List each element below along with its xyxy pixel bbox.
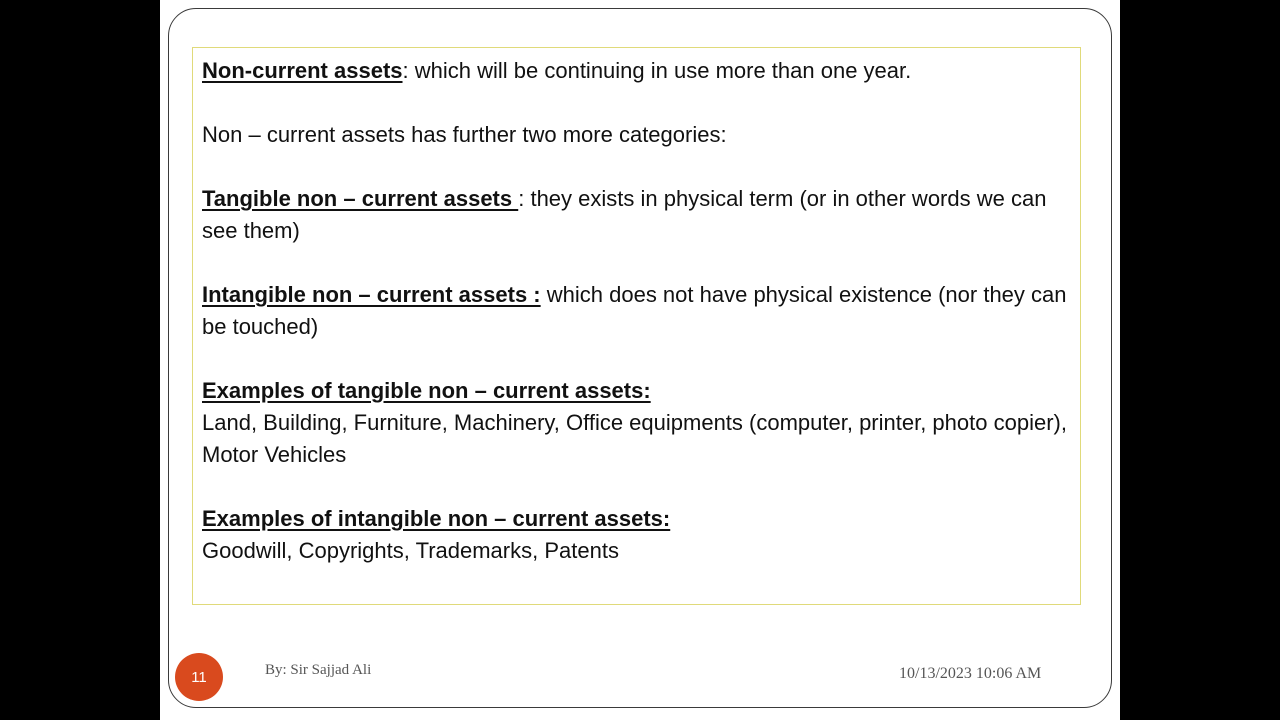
term-intangible: Intangible non – current assets : <box>202 282 541 307</box>
slide <box>160 0 1120 720</box>
slide-number-badge: 11 <box>175 653 223 701</box>
paragraph-non-current-assets <box>202 55 1072 87</box>
footer-author: By: Sir Sajjad Ali <box>265 662 372 678</box>
paragraph-tangible-examples <box>202 375 1072 471</box>
list-tangible-examples: Land, Building, Furniture, Machinery, Office equipments (computer, printer, photo copier), Motor Vehicles <box>202 410 1067 467</box>
paragraph-intangible <box>202 279 1072 343</box>
paragraph-intangible-examples <box>202 503 1072 567</box>
heading-tangible-examples: Examples of tangible non – current assets: <box>202 378 651 403</box>
paragraph-categories <box>202 119 1072 151</box>
term-tangible: Tangible non – current assets <box>202 186 519 211</box>
definition-non-current-assets: : which will be continuing in use more than one year. <box>402 58 912 83</box>
paragraph-tangible <box>202 183 1072 247</box>
term-non-current-assets: Non-current assets <box>202 58 403 83</box>
heading-intangible-examples: Examples of intangible non – current assets: <box>202 506 671 531</box>
list-intangible-examples: Goodwill, Copyrights, Trademarks, Patents <box>202 538 619 563</box>
footer-datetime: 10/13/2023 10:06 AM <box>899 665 1042 682</box>
definition-intangible: which does not have physical existence (nor they can be touched) <box>202 282 1067 339</box>
categories-text: Non – current assets has further two more categories: <box>202 122 727 147</box>
definition-tangible: : they exists in physical term (or in other words we can see them) <box>202 186 1047 243</box>
content-box <box>192 47 1081 605</box>
